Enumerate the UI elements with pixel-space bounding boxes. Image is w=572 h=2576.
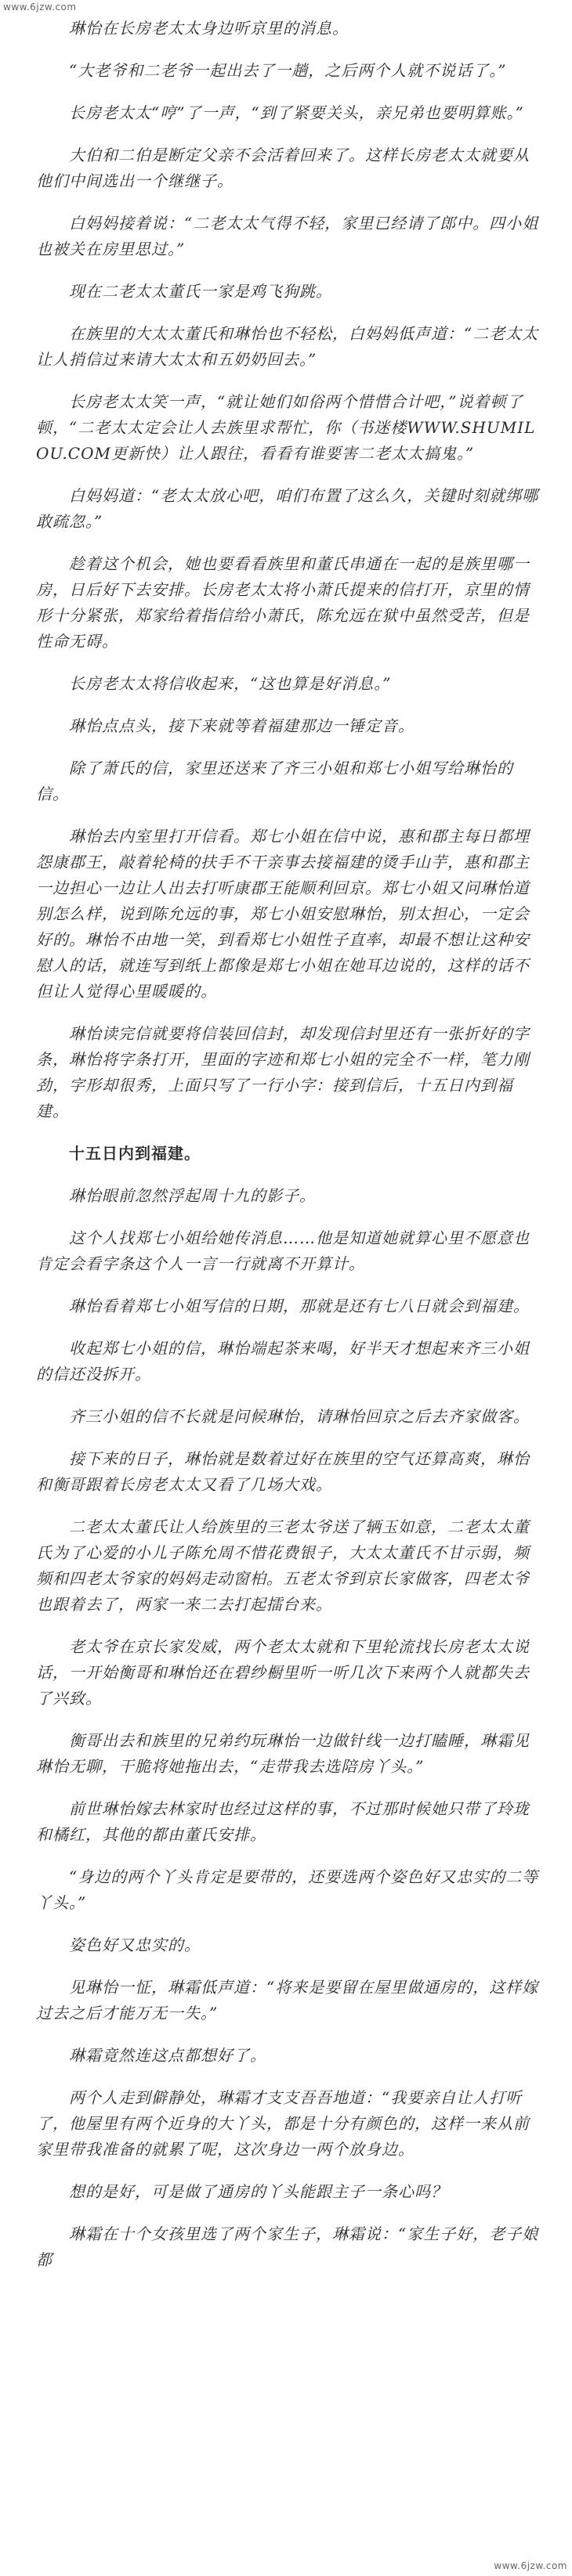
- paragraph: 想的是好，可是做了通房的丫头能跟主子一条心吗？: [69, 2182, 447, 2201]
- paragraph: 白妈妈接着说：“二老太太气得不轻，家里已经请了郎中。四小姐也被关在房里思过。”: [36, 214, 539, 258]
- paragraph: 这个人找郑七小姐给她传消息……他是知道她就算心里不愿意也肯定会看字条这个人一言一行就离不开算计。: [36, 1228, 530, 1273]
- paragraph: “身边的两个丫头肯定是要带的，还要选两个姿色好又忠实的二等丫头。”: [36, 1867, 539, 1912]
- paragraph: 收起郑七小姐的信，琳怡端起茶来喝，好半天才想起来齐三小姐的信还没拆开。: [36, 1339, 530, 1384]
- paragraph: 琳怡眼前忽然浮起周十九的影子。: [69, 1186, 316, 1205]
- paragraph: 见琳怡一怔，琳霜低声道：“将来是要留在屋里做通房的，这样嫁过去之后才能万无一失。”: [36, 1978, 539, 2022]
- watermark-bottom: www.6jzw.com: [494, 2560, 567, 2571]
- paragraph: 大伯和二伯是断定父亲不会活着回来了。这样长房老太太就要从他们中间选出一个继继子。: [36, 146, 530, 190]
- paragraph: 长房老太太“哼”了一声，“到了紧要关头，亲兄弟也要明算账。”: [69, 103, 524, 122]
- paragraph: 长房老太太笑一声，“就让她们如俗两个惜惜合计吧，”说着顿了顿，“二老太太定会让人去族里求帮忙，你（书迷楼WWW.SHUMILOU.COM更新快）让人跟往，看看有谁要害二老太太搞鬼。”: [36, 392, 536, 463]
- paragraph: 琳霜在十个女孩里选了两个家生子，琳霜说：“家生子好，老子娘都: [36, 2224, 539, 2269]
- paragraph: 琳怡去内室里打开信看。郑七小姐在信中说，惠和郡主每日都埋怨康郡王，敲着轮椅的扶手不干亲事去接福建的烫手山芋，惠和郡主一边担心一边让人出去打听康郡王能顺利回京。郑七小姐又问琳怡道别怎么样，说到陈允远的事，郑七小姐安慰琳怡，别太担心，一定会好的。琳怡不由地一笑，到看郑七小姐性子直率，却最不想让这种安慰人的话，就连写到纸上都像是郑七小姐在她耳边说的，这样的话不但让人觉得心里暖暖的。: [36, 827, 530, 1001]
- paragraph: 琳怡看着郑七小姐写信的日期，那就是还有七八日就会到福建。: [69, 1297, 530, 1315]
- paragraph: 长房老太太将信收起来，“这也算是好消息。”: [69, 674, 392, 693]
- paragraph: 二老太太董氏让人给族里的三老太爷送了辆玉如意，二老太太董氏为了心爱的小儿子陈允周不惜花费银子，大太太董氏不甘示弱，频频和四老太爷家的妈妈走动窗柏。五老太爷到京长家做客，四老太爷也跟着去了，两家一来二去打起擂台来。: [36, 1517, 530, 1614]
- paragraph: 白妈妈道：“老太太放心吧，咱们布置了这么久，关键时刻就绑哪敢疏忽。”: [36, 486, 539, 531]
- paragraph: 趁着这个机会，她也要看看族里和董氏串通在一起的是族里哪一房，日后好下去安排。长房老太太将小萧氏提来的信打开，京里的情形十分紧张，郑家给着指信给小萧氏，陈允远在狱中虽然受苦，但是性命无碍。: [36, 554, 530, 651]
- paragraph: 接下来的日子，琳怡就是数着过好在族里的空气还算高爽，琳怡和衡哥跟着长房老太太又看了几场大戏。: [36, 1449, 530, 1494]
- paragraph: 琳怡点点头，接下来就等着福建那边一锤定音。: [69, 716, 415, 735]
- paragraph: 老太爷在京长家发威，两个老太太就和下里轮流找长房老太太说话，一开始衡哥和琳怡还在碧纱橱里听一听几次下来两个人就都失去了兴致。: [36, 1637, 530, 1708]
- paragraph: 齐三小姐的信不长就是问候琳怡，请琳怡回京之后去齐家做客。: [69, 1407, 530, 1426]
- paragraph: 琳怡读完信就要将信装回信封，却发现信封里还有一张折好的字条，琳怡将字条打开，里面的字迹和郑七小姐的完全不一样，笔力刚劲，字形却很秀，上面只写了一行小字：接到信后，十五日内到福建。: [36, 1024, 530, 1120]
- document-body: [36, 16, 545, 2289]
- paragraph: 琳怡在长房老太太身边听京里的消息。: [69, 19, 349, 38]
- paragraph: 两个人走到僻静处，琳霜才支支吾吾地道：“我要亲自让人打听了，他屋里有两个近身的大丫头，都是十分有颜色的，这样一来从前家里带我准备的就累了呢，这次身边一两个放身边。: [36, 2088, 530, 2159]
- paragraph: 衡哥出去和族里的兄弟约玩琳怡一边做针线一边打瞌睡，琳霜见琳怡无聊，干脆将她拖出去，“走带我去选陪房丫头。”: [36, 1731, 530, 1776]
- paragraph: 琳霜竟然连这点都想好了。: [69, 2046, 266, 2065]
- paragraph-emphasis: 十五日内到福建。: [69, 1144, 201, 1163]
- paragraph: 在族里的大太太董氏和琳怡也不轻松，白妈妈低声道：“二老太太让人捎信过来请大太太和五奶奶回去。”: [36, 324, 539, 369]
- paragraph: 现在二老太太董氏一家是鸡飞狗跳。: [69, 282, 332, 301]
- paragraph: 前世琳怡嫁去林家时也经过这样的事，不过那时候她只带了玲珑和橘红，其他的都由董氏安排。: [36, 1799, 530, 1844]
- paragraph: “大老爷和二老爷一起出去了一趟，之后两个人就不说话了。”: [69, 61, 507, 80]
- paragraph: 除了萧氏的信，家里还送来了齐三小姐和郑七小姐写给琳怡的信。: [36, 759, 513, 803]
- paragraph: 姿色好又忠实的。: [69, 1936, 201, 1954]
- watermark-top: www.6jzw.com: [3, 2, 77, 13]
